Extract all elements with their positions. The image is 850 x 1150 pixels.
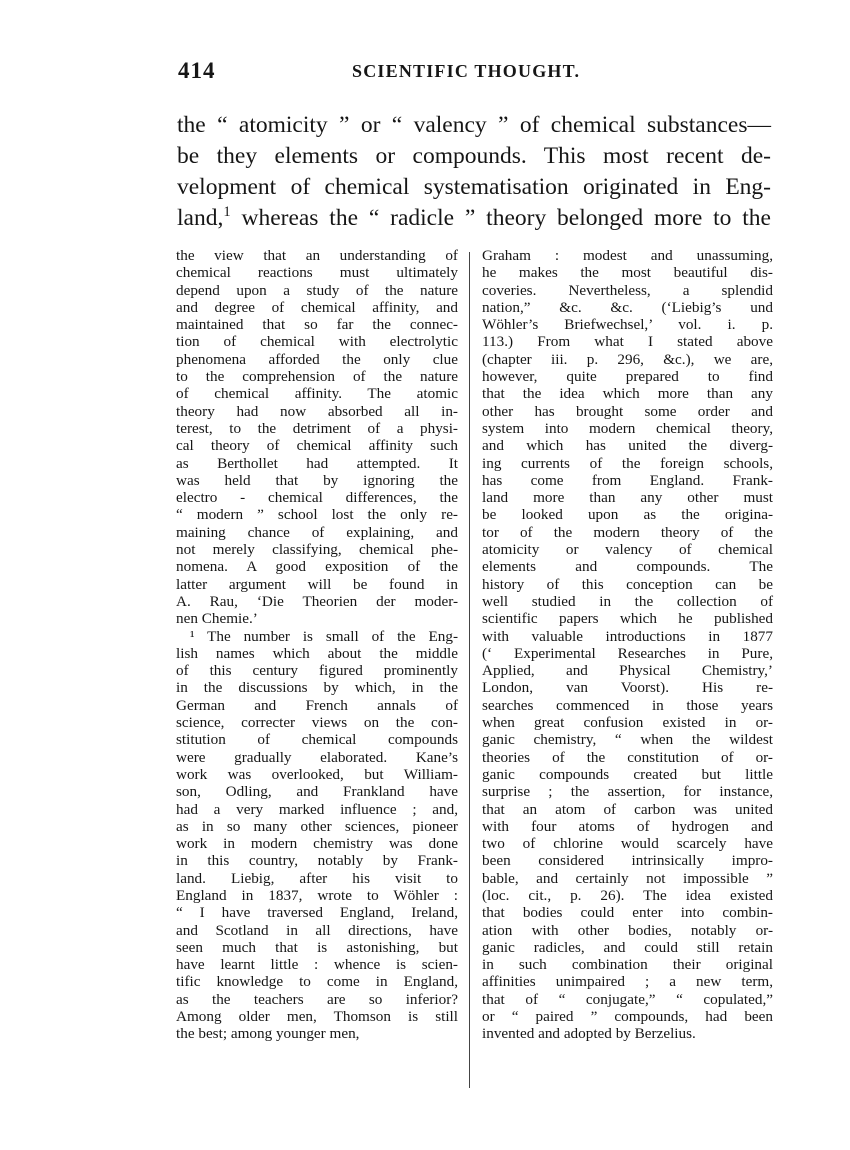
footnote-line: history of this conception can be (482, 575, 773, 593)
footnote-line: nen Chemie.’ (176, 610, 258, 628)
footnote-line: in the discussions by which, in the (176, 679, 458, 697)
footnote-line: two of chlorine would scarcely have (482, 835, 773, 853)
footnote-line: “ modern ” school lost the only re- (176, 506, 458, 524)
footnote-line: son, Odling, and Frankland have (176, 783, 458, 801)
footnote-line: work was overlooked, but William- (176, 765, 458, 783)
main-text-fragment: whereas the “ radicle ” theory belonged more to the (230, 205, 771, 231)
footnote-line: as in so many other sciences, pioneer (176, 817, 458, 835)
page-number: 414 (178, 58, 216, 83)
footnote-line: theories of the constitution of or- (482, 748, 773, 766)
footnote-line: electro - chemical differences, the (176, 489, 458, 507)
footnote-line: (chapter iii. p. 296, &c.), we are, (482, 350, 773, 368)
footnote-line: lish names which about the middle (176, 644, 458, 662)
footnote-line: that the idea which more than any (482, 385, 773, 403)
footnote-line: land more than any other must (482, 489, 773, 507)
footnote-line: of chemical affinity. The atomic (176, 385, 458, 403)
footnote-line: ing currents of the foreign schools, (482, 454, 773, 472)
footnote-line: terest, to the detriment of a physi- (176, 419, 458, 437)
footnote-line: searches commenced in those years (482, 696, 773, 714)
footnote-column-left (176, 247, 458, 1043)
footnote-line: tific knowledge to come in England, (176, 973, 458, 991)
footnote-line: stitution of chemical compounds (176, 731, 458, 749)
footnote-line: Graham : modest and unassuming, (482, 247, 773, 264)
footnote-line: system into modern chemical theory, (482, 419, 773, 437)
footnote-line: with valuable introductions in 1877 (482, 627, 773, 645)
footnote-line: ¹ The number is small of the Eng- (190, 627, 458, 645)
footnote-line: be looked upon as the origina- (482, 506, 773, 524)
footnote-line: other has brought some order and (482, 402, 773, 420)
footnote-line: elements and compounds. The (482, 558, 773, 576)
footnote-line: not merely classifying, chemical phe- (176, 541, 458, 559)
footnote-line: 113.) From what I stated above (482, 333, 773, 351)
footnote-line: Among older men, Thomson is still (176, 1008, 458, 1026)
footnote-line: was held that by ignoring the (176, 471, 458, 489)
footnote-line: tor of the modern theory of the (482, 523, 773, 541)
footnote-line: German and French annals of (176, 696, 458, 714)
footnote-line: theory had now absorbed all in- (176, 402, 458, 420)
footnote-line: phenomena afforded the only clue (176, 350, 458, 368)
footnote-line: A. Rau, ‘Die Theorien der moder- (176, 592, 458, 610)
page-header (0, 58, 850, 88)
footnote-line: as Berthollet had attempted. It (176, 454, 458, 472)
footnote-line: latter argument will be found in (176, 575, 458, 593)
footnote-line: well studied in the collection of (482, 592, 773, 610)
footnote-line: surprise ; the assertion, for instance, (482, 783, 773, 801)
footnote-line: he makes the most beautiful dis- (482, 264, 773, 282)
footnote-line: been considered intrinsically impro- (482, 852, 773, 870)
footnote-line: coveries. Nevertheless, a splendid (482, 281, 773, 299)
running-title: SCIENTIFIC THOUGHT. (352, 61, 581, 81)
footnote-line: the view that an understanding of (176, 247, 458, 264)
footnote-line: ganic radicles, and could still retain (482, 938, 773, 956)
column-divider (469, 252, 470, 1088)
main-text-fragment: land, (177, 205, 224, 231)
footnote-line: in such combination their original (482, 956, 773, 974)
footnote-line: affinities unimpaired ; a new term, (482, 973, 773, 991)
footnote-line: in this country, notably by Frank- (176, 852, 458, 870)
footnote-line: the best; among younger men, (176, 1025, 360, 1043)
footnote-line: had a very marked influence ; and, (176, 800, 458, 818)
footnote-line: chemical reactions must ultimately (176, 264, 458, 282)
footnote-line: “ I have traversed England, Ireland, (176, 904, 458, 922)
footnote-line: (‘ Experimental Researches in Pure, (482, 644, 773, 662)
footnote-line: when great confusion existed in or- (482, 714, 773, 732)
footnote-line: ganic chemistry, “ when the wildest (482, 731, 773, 749)
footnote-line: that bodies could enter into combin- (482, 904, 773, 922)
footnote-line: Applied, and Physical Chemistry,’ (482, 662, 773, 680)
footnote-column-right (482, 247, 773, 1043)
footnote-line: science, correcter views on the con- (176, 714, 458, 732)
footnote-line: nomena. A good exposition of the (176, 558, 458, 576)
main-text-line: velopment of chemical systematisation originated in Eng- (177, 174, 771, 200)
footnote-line: that of “ conjugate,” “ copulated,” (482, 990, 773, 1008)
footnote-line: atomicity or valency of chemical (482, 541, 773, 559)
footnote-line: England in 1837, wrote to Wöhler : (176, 886, 458, 904)
footnote-line: and which has united the diverg- (482, 437, 773, 455)
footnote-line: Wöhler’s Briefwechsel,’ vol. i. p. (482, 316, 773, 334)
footnote-line: were gradually elaborated. Kane’s (176, 748, 458, 766)
footnote-line: or “ paired ” compounds, had been (482, 1008, 773, 1026)
footnote-line: that an atom of carbon was united (482, 800, 773, 818)
footnote-line: maining chance of explaining, and (176, 523, 458, 541)
footnote-line: maintained that so far the connec- (176, 316, 458, 334)
footnote-line: land. Liebig, after his visit to (176, 869, 458, 887)
footnote-line: seen much that is astonishing, but (176, 938, 458, 956)
footnote-line: bable, and certainly not impossible ” (482, 869, 773, 887)
main-text-line (177, 203, 771, 234)
footnote-line: invented and adopted by Berzelius. (482, 1025, 696, 1043)
footnote-line: ation with other bodies, notably or- (482, 921, 773, 939)
main-text (177, 110, 771, 234)
footnote-line: (loc. cit., p. 26). The idea existed (482, 886, 773, 904)
footnote-line: and Scotland in all directions, have (176, 921, 458, 939)
main-text-line: be they elements or compounds. This most recent de- (177, 143, 771, 169)
footnote-line: has come from England. Frank- (482, 471, 773, 489)
footnote-line: depend upon a study of the nature (176, 281, 458, 299)
footnote-line: scientific papers which he published (482, 610, 773, 628)
footnote-line: tion of chemical with electrolytic (176, 333, 458, 351)
footnote-line: to the comprehension of the nature (176, 368, 458, 386)
footnote-line: London, van Voorst). His re- (482, 679, 773, 697)
main-text-line: the “ atomicity ” or “ valency ” of chemical substances— (177, 112, 771, 138)
footnote-line: cal theory of chemical affinity such (176, 437, 458, 455)
footnote-line: nation,” &c. &c. (‘Liebig’s und (482, 298, 773, 316)
footnote-line: have learnt little : whence is scien- (176, 956, 458, 974)
footnote-line: ganic compounds created but little (482, 765, 773, 783)
footnote-line: of this century figured prominently (176, 662, 458, 680)
footnote-line: with four atoms of hydrogen and (482, 817, 773, 835)
footnote-line: as the teachers are so inferior? (176, 990, 458, 1008)
footnote-line: and degree of chemical affinity, and (176, 298, 458, 316)
footnote-line: however, quite prepared to find (482, 368, 773, 386)
footnote-line: work in modern chemistry was done (176, 835, 458, 853)
footnote-marker: 1 (223, 204, 231, 221)
